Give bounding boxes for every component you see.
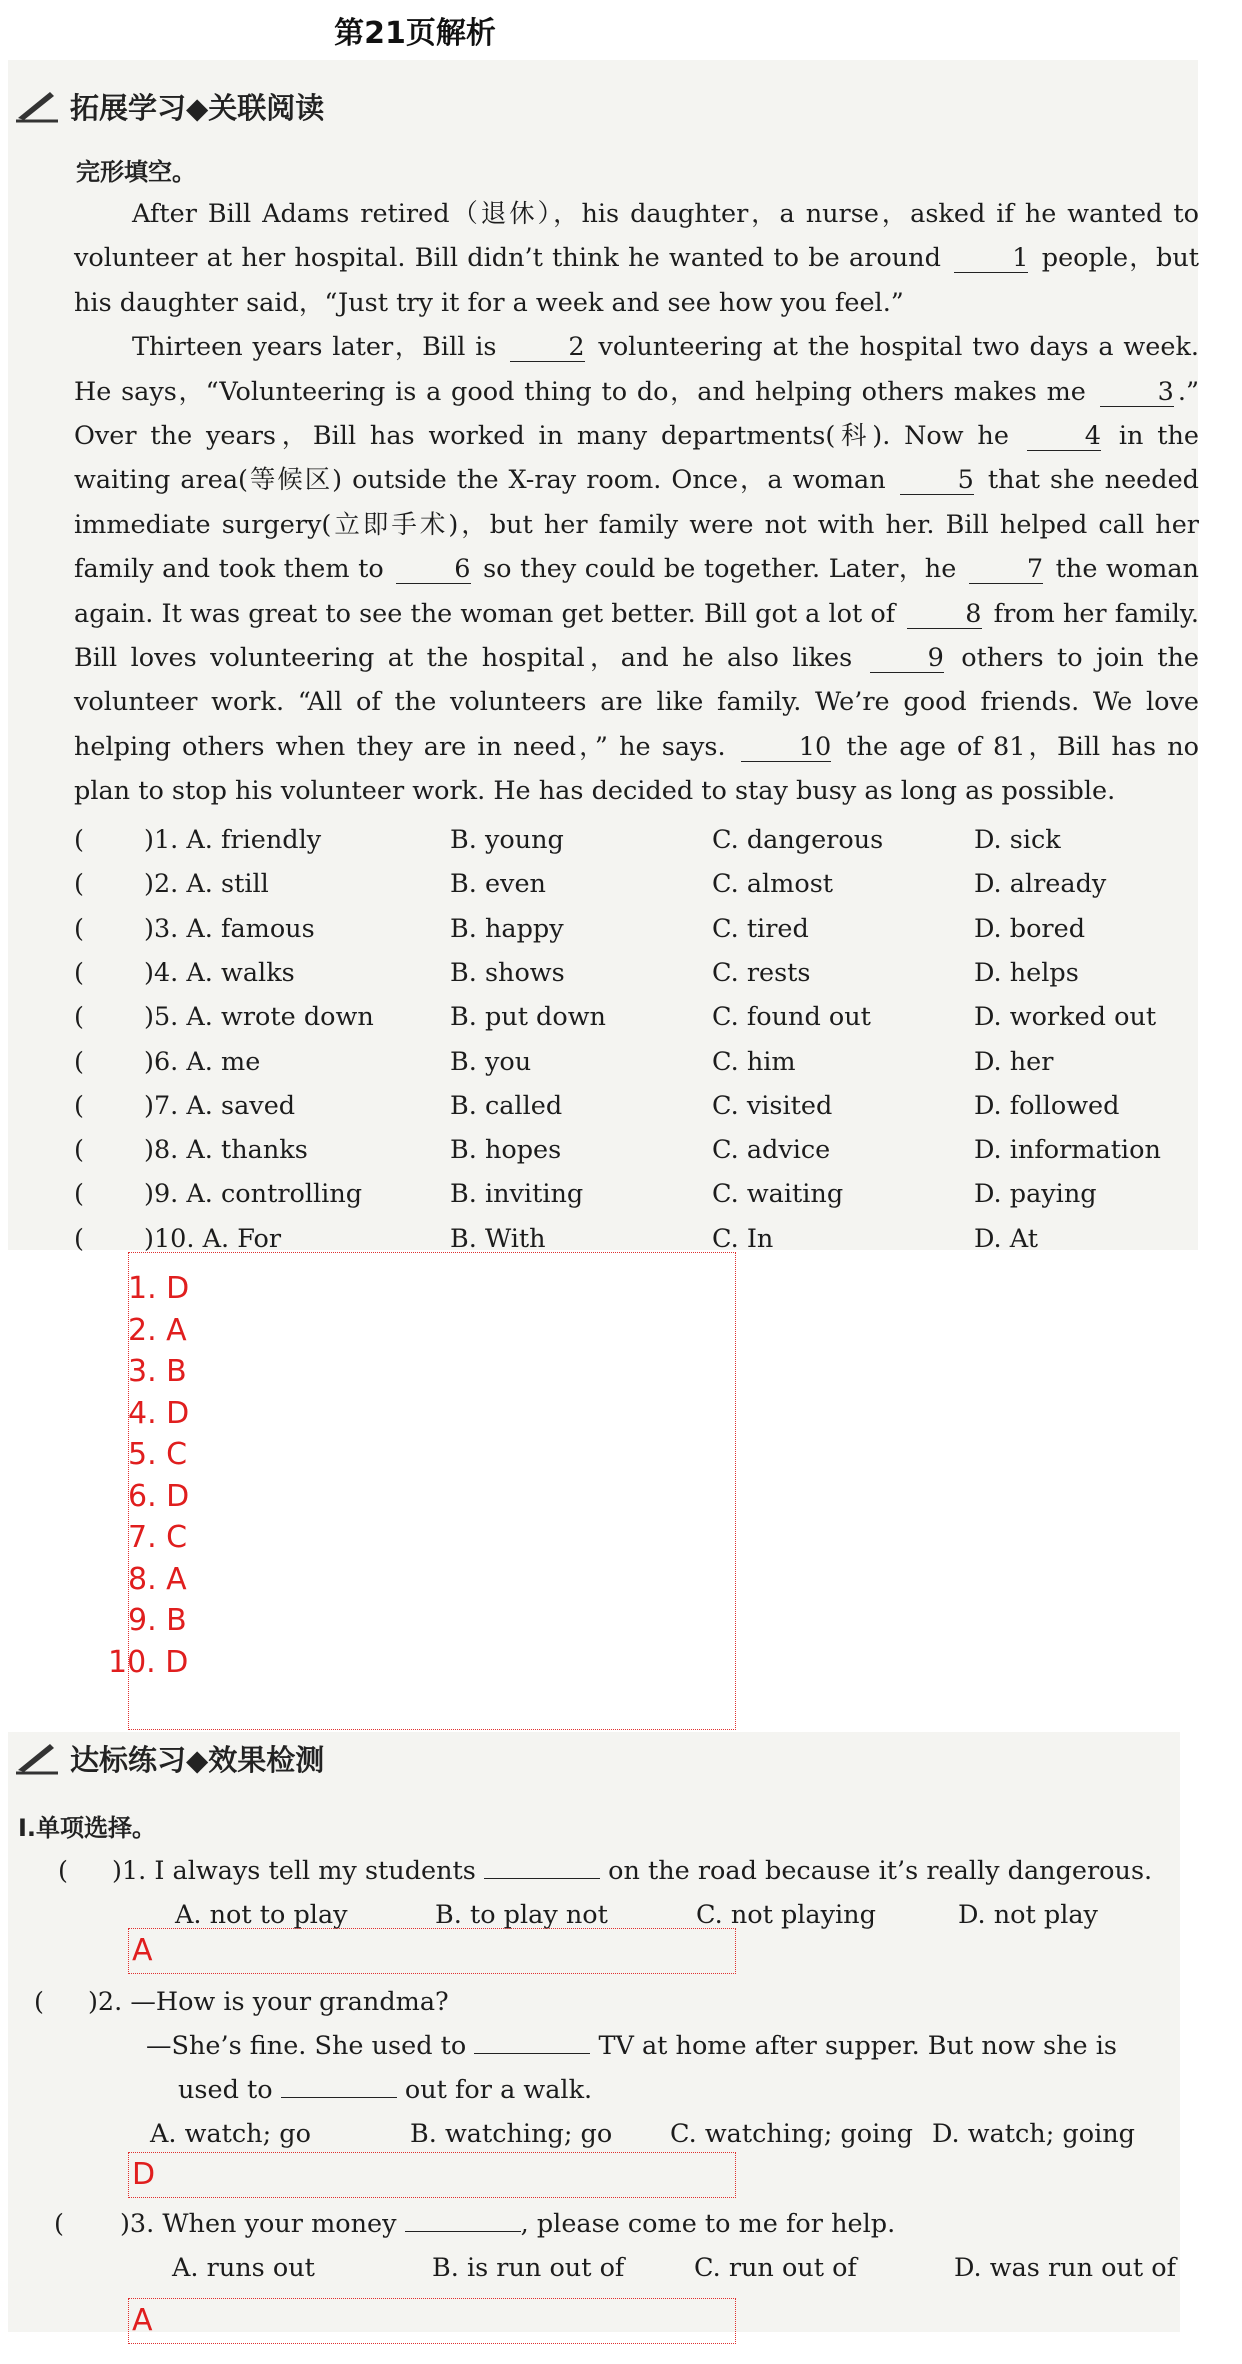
cloze-question-row [74,862,1199,906]
blank-6: 6 [396,555,470,584]
blank-7: 7 [969,555,1043,584]
option-paren: ( [74,1179,84,1210]
blank-4: 4 [1027,422,1101,451]
option-paren: ( [74,1046,84,1077]
cloze-question-row [74,1040,1199,1084]
answer-box-q1 [128,1928,736,1974]
question-1-stem: ( )1. I always tell my students on the road because it’s really dangerous. [58,1856,1153,1886]
option-d: D. paying [974,1179,1097,1210]
option-num: )10. A. For [144,1223,282,1254]
cloze-question-row [74,995,1199,1039]
cloze-question-row [74,818,1199,862]
option-d: D. At [974,1223,1038,1254]
blank-1: 1 [954,244,1028,273]
option-c: C. tired [712,913,809,944]
section-heading-exercise [14,1738,324,1778]
pen-icon [14,1740,60,1776]
cloze-question-row [74,951,1199,995]
answer-3: 3. B [128,1354,187,1389]
option-b: B. called [450,1090,563,1121]
option-b: B. you [450,1046,532,1077]
option-b: B. With [450,1223,546,1254]
section-heading-reading [14,86,324,126]
option-d: D. information [974,1135,1161,1166]
option-b: B. happy [450,913,564,944]
option-c: C. rests [712,957,811,988]
option-paren: ( [74,825,84,855]
blank-2: 2 [510,333,584,362]
option-c: C. dangerous [712,825,884,855]
answer-7: 7. C [128,1520,188,1555]
page-title: 第21页解析 [334,16,496,51]
answer-8: 8. A [128,1561,187,1597]
question-2-line2: —She’s fine. She used to TV at home after supper. But now she is [146,2031,1117,2061]
option-num: )9. A. controlling [144,1179,363,1210]
answer-4: 4. D [128,1395,190,1431]
pen-icon [14,88,60,124]
option-num: )4. A. walks [144,957,295,988]
blank-9: 9 [870,644,944,673]
option-paren: ( [74,957,84,988]
option-d: D. her [974,1046,1054,1077]
option-c: C. waiting [712,1179,844,1210]
answer-box-q3 [128,2298,736,2344]
option-d: D. followed [974,1090,1120,1121]
option-d: D. worked out [974,1002,1157,1033]
option-d: D. sick [974,825,1061,855]
option-c: C. advice [712,1135,831,1166]
answer-6: 6. D [128,1478,190,1514]
option-b: B. even [450,869,546,900]
option-d: D. already [974,869,1107,900]
option-c: C. In [712,1223,774,1254]
option-num: )2. A. still [144,869,269,900]
blank-3: 3 [1100,378,1174,407]
cloze-question-row [74,907,1199,951]
answer-5: 5. C [128,1437,188,1472]
option-num: )8. A. thanks [144,1135,308,1166]
option-c: C. almost [712,869,834,900]
option-num: )7. A. saved [144,1090,296,1121]
cloze-question-row [74,1172,1199,1216]
answer-q3: A [132,2303,153,2338]
answer-box-cloze [128,1252,736,1730]
question-2-stem: ( )2. —How is your grandma? [34,1987,449,2017]
answer-list [108,1268,189,1683]
option-d: D. bored [974,913,1086,944]
option-paren: ( [74,869,84,900]
cloze-question-row [74,1128,1199,1172]
exercise-subheading: Ⅰ.单项选择。 [18,1814,157,1842]
option-paren: ( [74,1002,84,1033]
option-b: B. put down [450,1002,606,1033]
option-c: C. found out [712,1002,871,1033]
option-c: C. visited [712,1090,833,1121]
answer-q1: A [132,1933,153,1968]
option-num: )1. A. friendly [144,825,322,855]
cloze-question-row [74,1084,1199,1128]
answer-1: 1. D [128,1271,190,1306]
cloze-subheading: 完形填空。 [76,158,196,186]
answer-box-q2 [128,2152,736,2198]
blank-10: 10 [741,733,831,762]
blank-8: 8 [907,600,981,629]
option-paren: ( [74,913,84,944]
section-heading-text: 达标练习◆效果检测 [70,1742,325,1777]
answer-9: 9. B [128,1603,187,1638]
question-3-stem: ( )3. When your money , please come to me for help. [54,2209,896,2239]
option-c: C. him [712,1046,796,1077]
option-paren: ( [74,1223,84,1254]
option-b: B. inviting [450,1179,584,1210]
option-d: D. helps [974,957,1079,988]
paragraph-2: Thirteen years later，Bill is 2 volunteering at the hospital two days a week. He says，“Volunteering is a good thing to do，and helping others makes me 3 .” Over the years，Bill has worked in many departments(科). Now he 4 in the waiting area(等候区) outside the X-ray room. Once，a woman 5 that she needed immediate surgery(立即手术)，but her family were not with her. Bill helped call her family and took them to 6 so they could be together. Later，he 7 the woman again. It was great to see the woman get better. Bill got a lot of 8 from her family. Bill loves volunteering at the hospital，and he also likes 9 others to join the volunteer work. “All of the volunteers are like family. We’re good friends. We love helping others when they are in need，” he says. 10 the age of 81，Bill has no plan to stop his volunteer work. He has decided to stay busy as long as possible. [74,332,1200,807]
option-num: )6. A. me [144,1046,261,1077]
option-b: B. young [450,825,564,855]
option-b: B. hopes [450,1135,562,1166]
cloze-passage [74,192,1199,814]
section-heading-text: 拓展学习◆关联阅读 [70,90,325,125]
blank-5: 5 [900,466,974,495]
paragraph-1: After Bill Adams retired（退休），his daughter，a nurse，asked if he wanted to volunteer at her hospital. Bill didn’t think he wanted to be around 1 people，but his daughter said，“Just try it for a week and see how you feel.” [74,199,1199,318]
option-paren: ( [74,1090,84,1121]
option-num: )3. A. famous [144,913,315,944]
option-paren: ( [74,1135,84,1166]
answer-2: 2. A [128,1312,187,1348]
answer-q2: D [132,2157,156,2192]
answer-10: 10. D [108,1644,189,1680]
question-2-line3: used to out for a walk. [178,2075,593,2105]
option-num: )5. A. wrote down [144,1002,374,1033]
option-b: B. shows [450,957,565,988]
